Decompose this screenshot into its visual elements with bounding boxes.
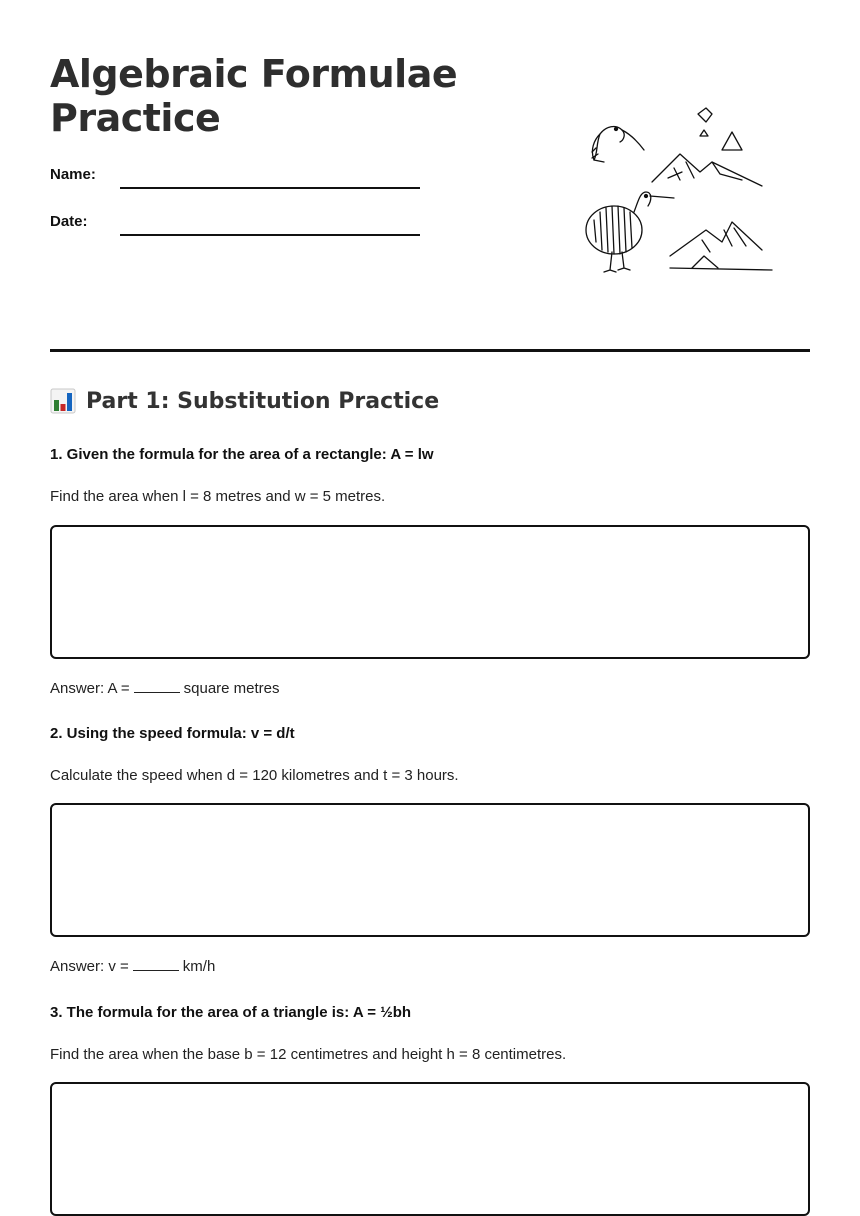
top-mountains-drawing xyxy=(652,154,762,186)
bar-chart-icon xyxy=(50,388,76,414)
page-title-line-1: Algebraic Formulae xyxy=(50,52,458,96)
question-2-answer-prefix: Answer: v = xyxy=(50,958,129,975)
name-field-line[interactable] xyxy=(120,187,420,189)
question-1-work-box[interactable] xyxy=(50,525,810,659)
header-divider xyxy=(50,349,810,352)
question-1-answer xyxy=(50,680,280,697)
question-1-answer-prefix: Answer: A = xyxy=(50,680,130,697)
name-label: Name: xyxy=(50,166,96,183)
question-3-text: Find the area when the base b = 12 centimetres and height h = 8 centimetres. xyxy=(50,1046,567,1063)
question-2-answer-blank[interactable] xyxy=(133,958,179,971)
date-label: Date: xyxy=(50,213,88,230)
question-1-answer-suffix: square metres xyxy=(183,680,280,697)
section-title-text: Part 1: Substitution Practice xyxy=(86,388,440,414)
bottom-mountains-drawing xyxy=(670,222,772,270)
section-title xyxy=(50,388,439,414)
question-3-work-box[interactable] xyxy=(50,1082,810,1216)
question-1-answer-blank[interactable] xyxy=(134,680,180,693)
kiwi-bird-mountains-illustration xyxy=(582,100,782,280)
kiwi-bird-drawing xyxy=(586,192,674,272)
question-1-text: Find the area when l = 8 metres and w = 5 metres. xyxy=(50,488,386,505)
date-field-line[interactable] xyxy=(120,234,420,236)
question-3-title: 3. The formula for the area of a triangle is: A = ½bh xyxy=(50,1004,412,1021)
question-2-answer-suffix: km/h xyxy=(182,958,216,975)
page-title xyxy=(50,52,457,140)
page-title-line-2: Practice xyxy=(50,96,221,140)
question-2-answer xyxy=(50,958,215,975)
question-2-title: 2. Using the speed formula: v = d/t xyxy=(50,725,295,742)
small-bird-drawing xyxy=(592,127,644,162)
question-2-work-box[interactable] xyxy=(50,803,810,937)
question-1-title: 1. Given the formula for the area of a rectangle: A = lw xyxy=(50,446,434,463)
question-2-text: Calculate the speed when d = 120 kilometres and t = 3 hours. xyxy=(50,767,459,784)
geometric-shapes-drawing xyxy=(698,108,742,150)
